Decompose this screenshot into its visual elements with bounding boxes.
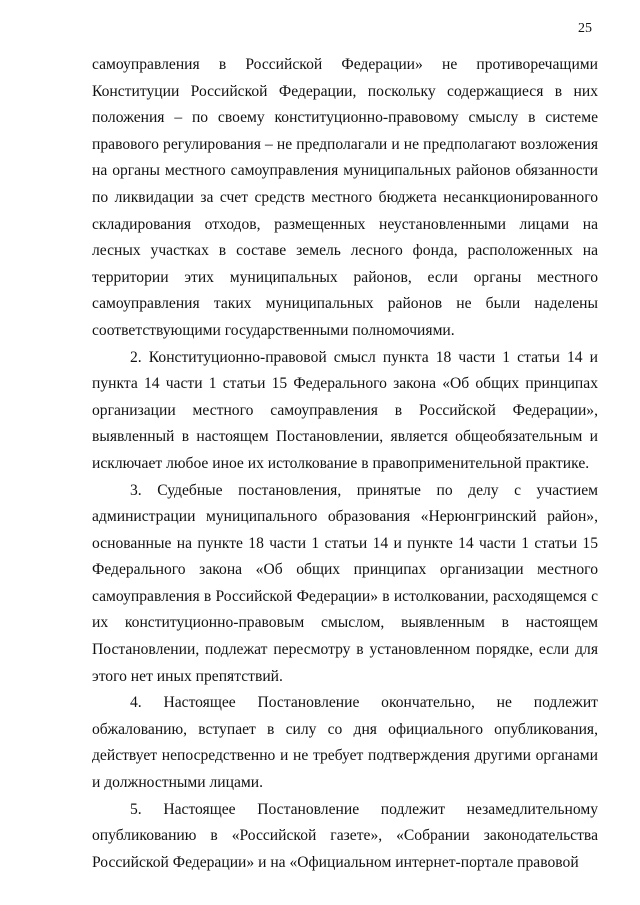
paragraph-item-2: 2. Конституционно-правовой смысл пункта 18 части 1 статьи 14 и пункта 14 части 1 статьи 15 Федерального закона «Об общих принципах организации местного самоуправления в Российской Федерации», выявленный в настоящем Постановлении, является общеобязательным и исключает любое иное их истолкование в правоприменительной практике.	[92, 348, 598, 472]
paragraph-item-5: 5. Настоящее Постановление подлежит незамедлительному опубликованию в «Российской газете», «Собрании законодательства Российской Федерации» и на «Официальном интернет-портале правовой	[92, 800, 598, 871]
paragraph-item-3: 3. Судебные постановления, принятые по делу с участием администрации муниципального образования «Нерюнгринский район», основанные на пункте 18 части 1 статьи 14 и пункте 14 части 1 статьи 15 Федерального закона «Об общих принципах организации местного самоуправления в Российской Федерации» в истолковании, расходящемся с их конституционно-правовым смыслом, выявленным в настоящем Постановлении, подлежат пересмотру в установленном порядке, если для этого нет иных препятствий.	[92, 481, 598, 685]
page-number: 25	[578, 21, 592, 36]
paragraph-continuation: самоуправления в Российской Федерации» не противоречащими Конституции Российской Федерации, поскольку содержащиеся в них положения – по своему конституционно-правовому смыслу в системе правового регулирования – не предполагали и не предполагают возложения на органы местного самоуправления муниципальных районов обязанности по ликвидации за счет средств местного бюджета несанкционированного складирования отходов, размещенных неустановленными лицами на лесных участках в составе земель лесного фонда, расположенных на территории этих муниципальных районов, если органы местного самоуправления таких муниципальных районов не были наделены соответствующими государственными полномочиями.	[92, 56, 598, 339]
paragraph-item-4: 4. Настоящее Постановление окончательно, не подлежит обжалованию, вступает в силу со дня официального опубликования, действует непосредственно и не требует подтверждения другими органами и должностными лицами.	[92, 694, 598, 792]
document-body	[92, 52, 598, 876]
